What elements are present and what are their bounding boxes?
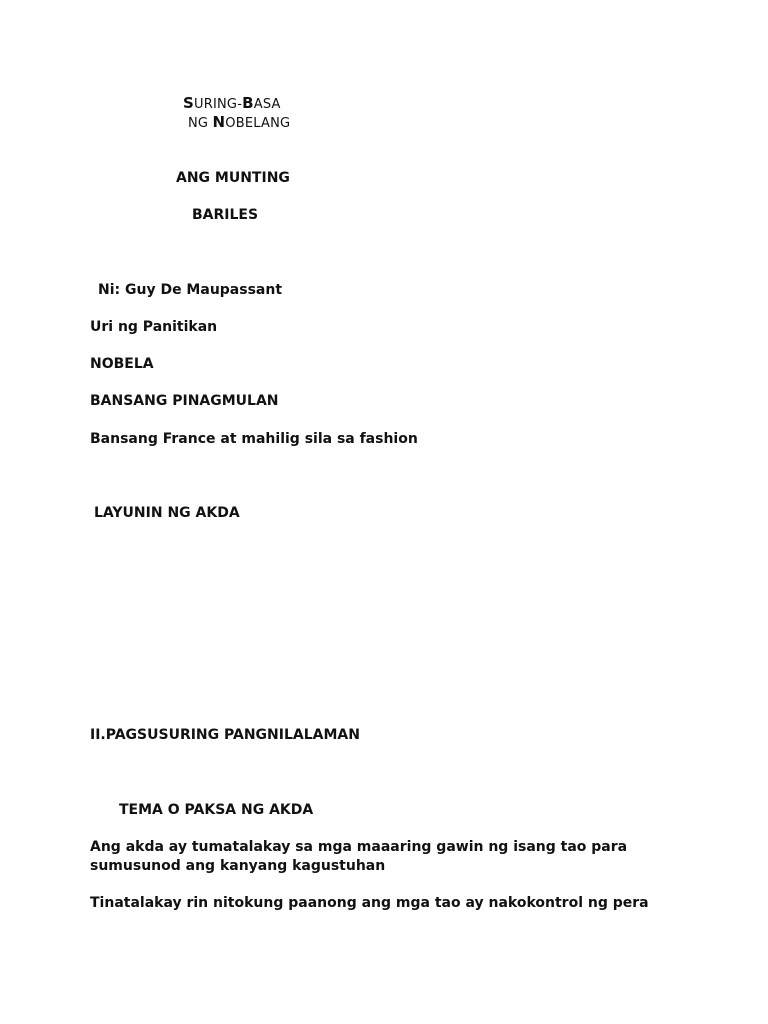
section2-heading: II.PAGSUSURING PANGNILALAMAN [90, 727, 360, 743]
tema-heading: TEMA O PAKSA NG AKDA [119, 802, 314, 818]
header-text-obelang: OBELANG [225, 116, 291, 131]
header-text-asa: ASA [253, 97, 281, 112]
header-initial-b: B [242, 94, 254, 112]
title-line-2: BARILES [192, 207, 259, 223]
author-line: Ni: Guy De Maupassant [98, 282, 283, 298]
uri-label: Uri ng Panitikan [90, 319, 218, 335]
header-text-uring: URING- [194, 97, 243, 112]
tema-paragraph-1: Ang akda ay tumatalakay sa mga maaaring gawin ng isang tao para sumusunod ang kanyang kagustuhan [90, 839, 628, 874]
header-initial-s: S [183, 94, 195, 112]
header-line-2 [188, 113, 290, 133]
layunin-heading: LAYUNIN NG AKDA [94, 505, 240, 521]
tema-paragraph-2: Tinatalakay rin nitokung paanong ang mga tao ay nakokontrol ng pera [90, 895, 649, 911]
header-text-ng: NG [188, 116, 213, 131]
bansa-label: BANSANG PINAGMULAN [90, 393, 279, 409]
bansa-value: Bansang France at mahilig sila sa fashion [90, 431, 418, 447]
header-line-1 [183, 94, 281, 114]
header-initial-n: N [212, 113, 226, 131]
title-line-1: ANG MUNTING [176, 170, 290, 186]
uri-value: NOBELA [90, 356, 154, 372]
